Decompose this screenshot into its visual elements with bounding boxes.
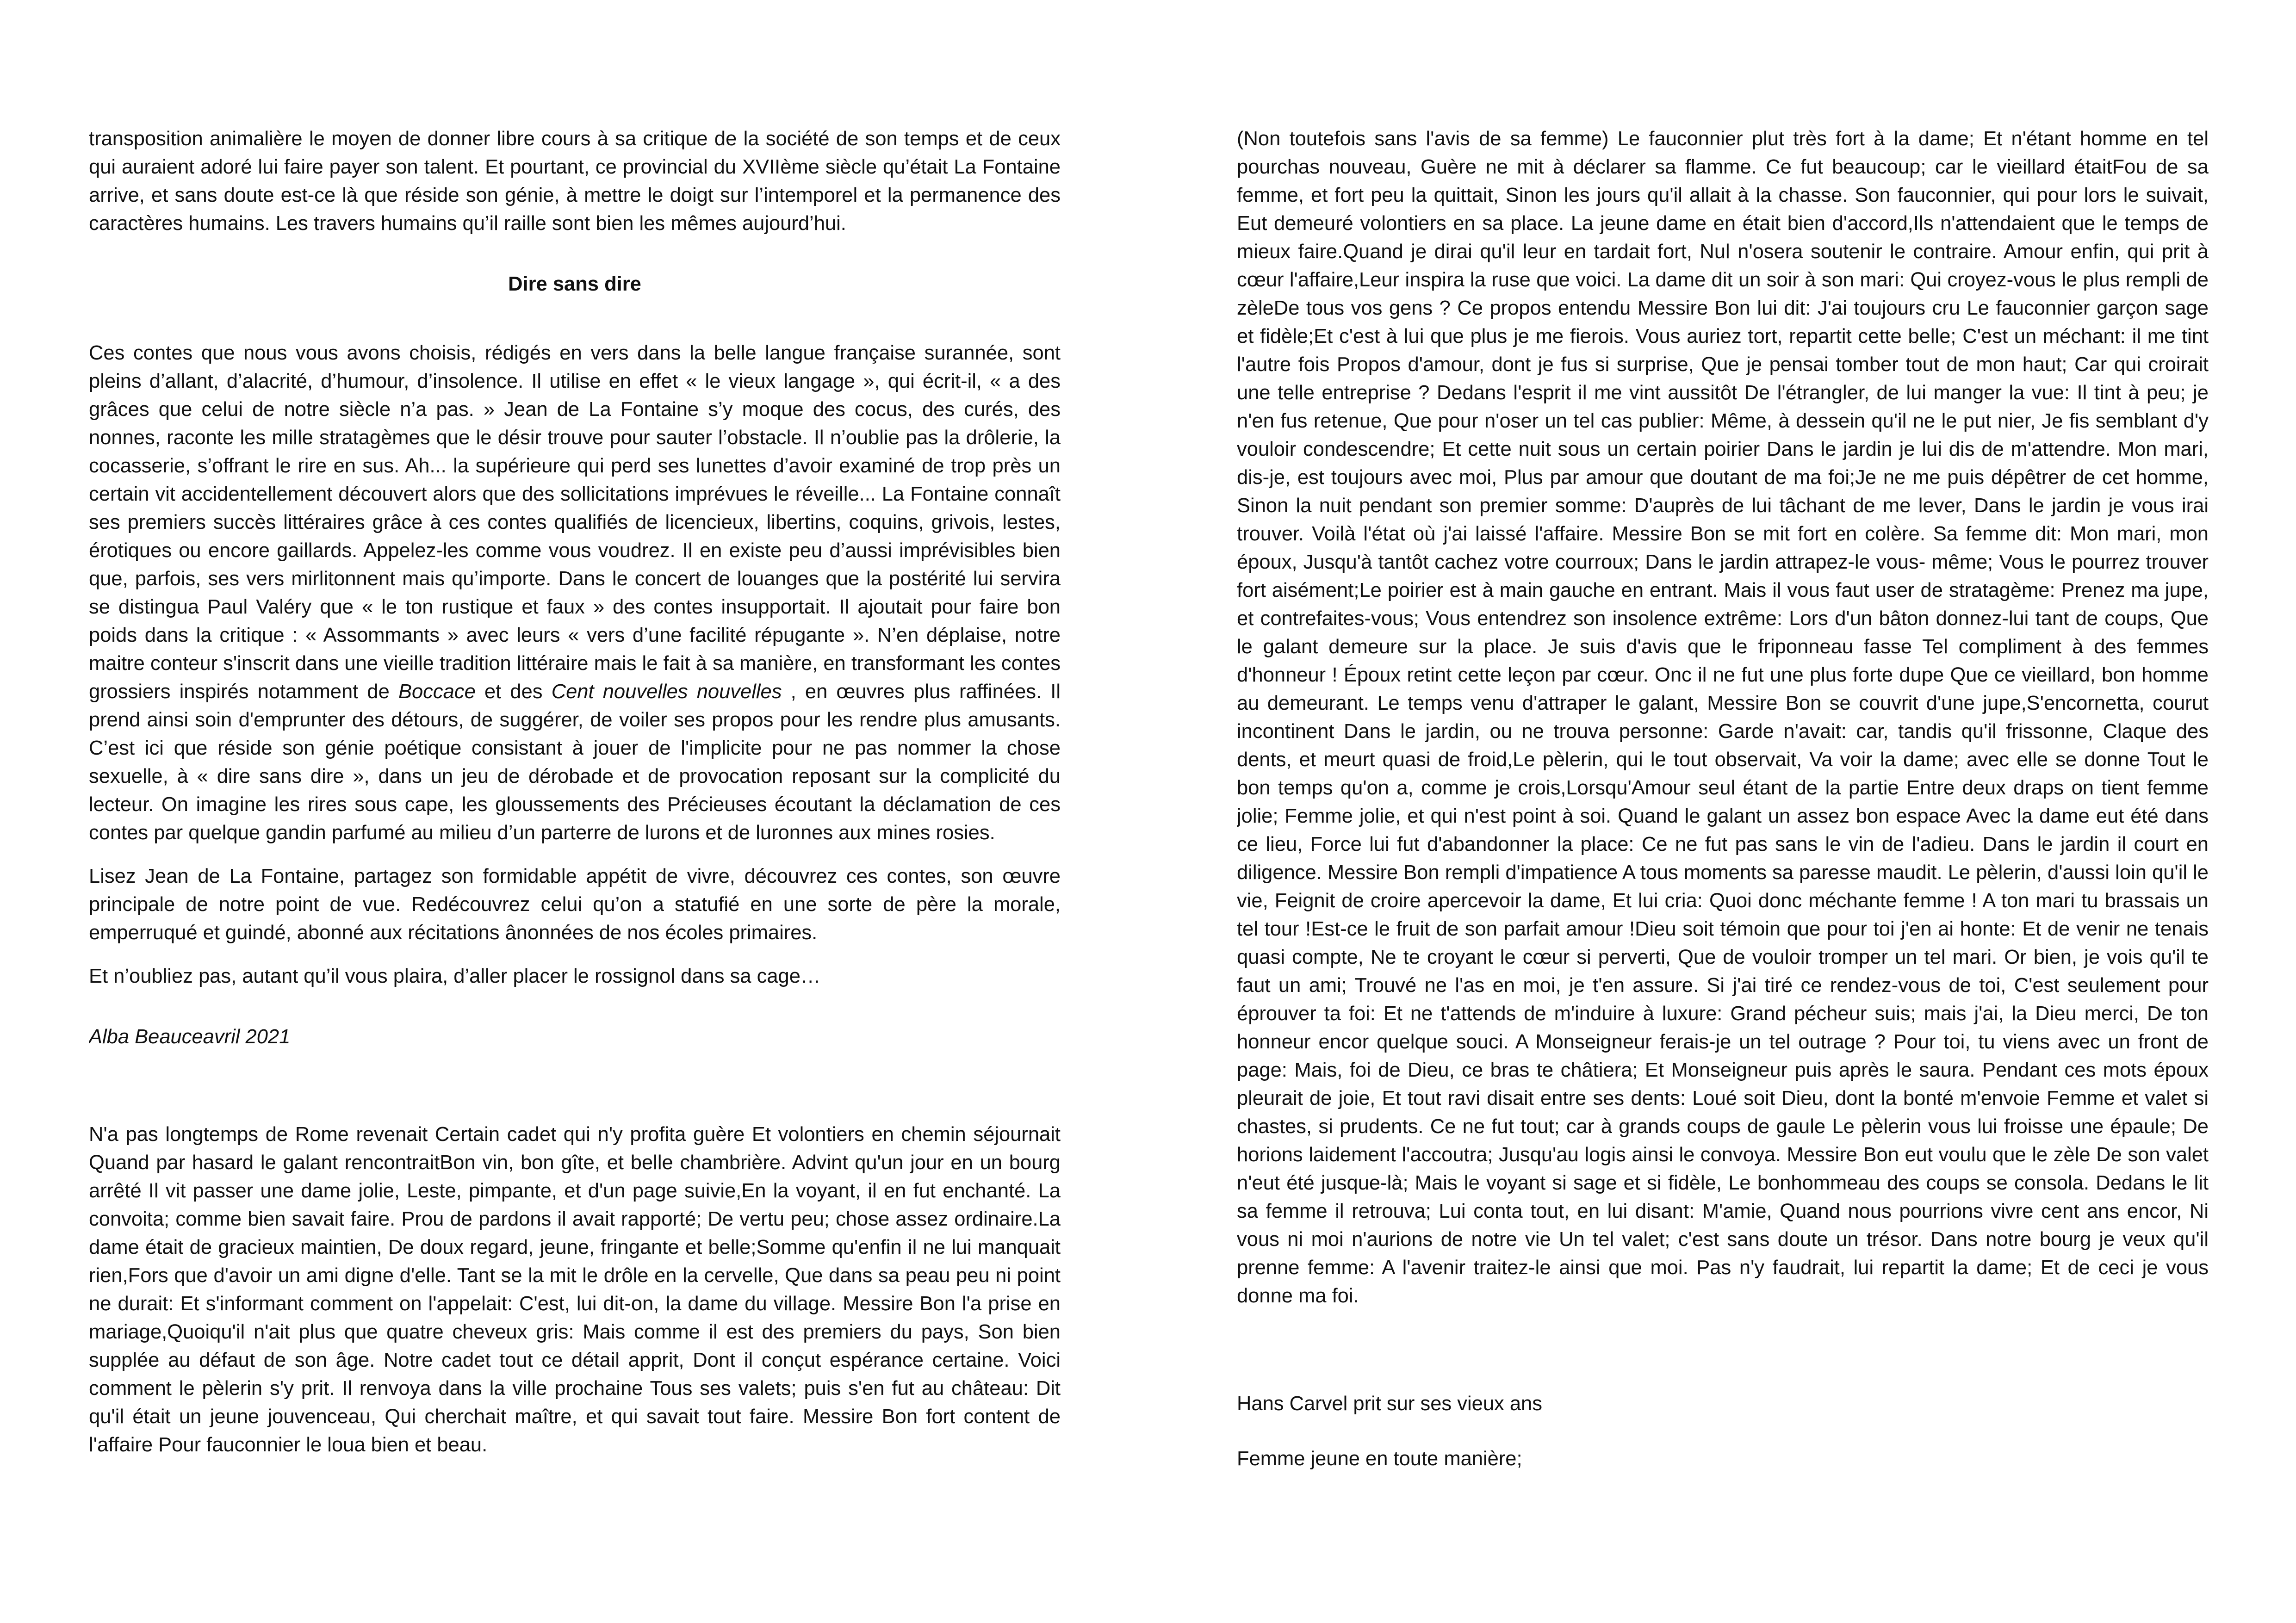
hans-carvel-line-1: Hans Carvel prit sur ses vieux ans	[1237, 1393, 1542, 1415]
hans-carvel-line-2: Femme jeune en toute manière;	[1237, 1448, 1522, 1470]
lisez-paragraph: Lisez Jean de La Fontaine, partagez son formidable appétit de vivre, découvrez ces contes, son œuvre principale de notre point de vue. Redécouvrez celui qu’on a statufié en une sorte de père la morale, emperruqué et guindé, abonné aux récitations ânonnées de nos écoles primaires.	[89, 865, 1061, 944]
main-text-part3: , en œuvres plus raffinées. Il prend ainsi soin d'emprunter des détours, de suggérer, de voiler ses propos pour les rendre plus amusants. C’est ici que réside son génie poétique consistant à jouer de l'implicite pour ne pas nommer la chose sexuelle, à « dire sans dire », dans un jeu de dérobade et de provocation reposant sur la complicité du lecteur. On imagine les rires sous cape, les gloussements des Précieuses écoutant la déclamation de ces contes par quelque gandin parfumé au milieu d’un parterre de lurons et de luronnes aux mines rosies.	[89, 681, 1061, 844]
main-text-part1: Ces contes que nous vous avons choisis, rédigés en vers dans la belle langue française surannée, sont pleins d’allant, d’alacrité, d’humour, d’insolence. Il utilise en effet « le vieux langage », qui écrit-il, « a des grâces que celui de notre siècle n’a pas. » Jean de La Fontaine s’y moque des cocus, des curés, des nonnes, raconte les mille stratagèmes que le désir trouve pour sauter l’obstacle. Il n’oublie pas la drôlerie, la cocasserie, s’offrant le rire en sus. Ah... la supérieure qui perd ses lunettes d’avoir examiné de trop près un certain vit accidentellement découvert alors que des sollicitations imprévues le réveille... La Fontaine connaît ses premiers succès littéraires grâce à ces contes qualifiés de licencieux, libertins, coquins, grivois, lestes, érotiques ou encore gaillards. Appelez-les comme vous voudrez. Il en existe peu d’aussi imprévisibles bien que, parfois, ses vers mirlitonnent mais qu’importe. Dans le concert de louanges que la postérité lui servira se distingua Paul Valéry que « le ton rustique et faux » des contes insupportait. Il ajoutait pour faire bon poids dans la critique : « Assommants » avec leurs « vers d’une facilité répugante ». N’en déplaise, notre maitre conteur s'inscrit dans une vieille tradition littéraire mais le fait à sa manière, en transformant les contes grossiers inspirés notamment de	[89, 342, 1061, 703]
boccace-title: Boccace	[398, 681, 476, 703]
author-signature: Alba Beauceavril 2021	[89, 1026, 291, 1048]
right-page	[1237, 125, 2209, 1587]
rossignol-paragraph: Et n’oubliez pas, autant qu’il vous plaira, d’aller placer le rossignol dans sa cage…	[89, 965, 821, 987]
left-page	[89, 125, 1061, 1587]
tale-text-start: N'a pas longtemps de Rome revenait Certain cadet qui n'y profita guère Et volontiers en chemin séjournait Quand par hasard le galant rencontraitBon vin, bon gîte, et belle chambrière. Advint qu'un jour en un bourg arrêté Il vit passer une dame jolie, Leste, pimpante, et d'un page suivie,En la voyant, il en fut enchanté. La convoita; comme bien savait faire. Prou de pardons il avait rapporté; De vertu peu; chose assez ordinaire.La dame était de gracieux maintien, De doux regard, jeune, fringante et belle;Somme qu'enfin il ne lui manquait rien,Fors que d'avoir un ami digne d'elle. Tant se la mit le drôle en la cervelle, Que dans sa peau peu ni point ne durait: Et s'informant comment on l'appelait: C'est, lui dit-on, la dame du village. Messire Bon l'a prise en mariage,Quoiqu'il n'ait plus que quatre cheveux gris: Mais comme il est des premiers du pays, Son bien supplée au défaut de son âge. Notre cadet tout ce détail apprit, Dont il conçut espérance certaine. Voici comment le pèlerin s'y prit. Il renvoya dans la ville prochaine Tous ses valets; puis s'en fut au château: Dit qu'il était un jeune jouvenceau, Qui cherchait maître, et qui savait tout faire. Messire Bon fort content de l'affaire Pour fauconnier le loua bien et beau.	[89, 1123, 1061, 1456]
tale-text-continued: (Non toutefois sans l'avis de sa femme) Le fauconnier plut très fort à la dame; Et n'étant homme en tel pourchas nouveau, Guère ne mit à déclarer sa flamme. Ce fut beaucoup; car le vieillard étaitFou de sa femme, et fort peu la quittait, Sinon les jours qu'il allait à la chasse. Son fauconnier, qui pour lors le suivait, Eut demeuré volontiers en sa place. La jeune dame en était bien d'accord,Ils n'attendaient que le temps de mieux faire.Quand je dirai qu'il leur en tardait fort, Nul n'osera soutenir le contraire. Amour enfin, qui prit à cœur l'affaire,Leur inspira la ruse que voici. La dame dit un soir à son mari: Qui croyez-vous le plus rempli de zèleDe tous vos gens ? Ce propos entendu Messire Bon lui dit: J'ai toujours cru Le fauconnier garçon sage et fidèle;Et c'est à lui que plus je me fierois. Vous auriez tort, repartit cette belle; C'est un méchant: il me tint l'autre fois Propos d'amour, dont je fus si surprise, Que je pensai tomber tout de mon haut; Car qui croirait une telle entreprise ? Dedans l'esprit il me vint aussitôt De l'étrangler, de lui manger la vue: Il tint à peu; je n'en fus retenue, Que pour n'oser un tel cas publier: Même, à dessein qu'il ne le put nier, Je fis semblant d'y vouloir condescendre; Et cette nuit sous un certain poirier Dans le jardin je lui dis de m'attendre. Mon mari, dis-je, est toujours avec moi, Plus par amour que doutant de ma foi;Je ne me puis dépêtrer de cet homme, Sinon la nuit pendant son premier somme: D'auprès de lui tâchant de me lever, Dans le jardin je vous irai trouver. Voilà l'état où j'ai laissé l'affaire. Messire Bon se mit fort en colère. Sa femme dit: Mon mari, mon époux, Jusqu'à tantôt cachez votre courroux; Dans le jardin attrapez-le vous- même; Vous le pourrez trouver fort aisément;Le poirier est à main gauche en entrant. Mais il vous faut user de stratagème: Prenez ma jupe, et contrefaites-vous; Vous entendrez son insolence extrême: Lors d'un bâton donnez-lui tant de coups, Que le galant demeure sur la place. Je suis d'avis que le friponneau fasse Tel compliment à des femmes d'honneur ! Époux retint cette leçon par cœur. Onc il ne fut une plus forte dupe Que ce vieillard, bon homme au demeurant. Le temps venu d'attraper le galant, Messire Bon se couvrit d'une jupe,S'encornetta, courut incontinent Dans le jardin, ou ne trouva personne: Garde n'avait: car, tandis qu'il frissonne, Claque des dents, et meurt quasi de froid,Le pèlerin, qui le tout observait, Va voir la dame; avec elle se donne Tout le bon temps qu'on a, comme je crois,Lorsqu'Amour seul étant de la partie Entre deux draps on tient femme jolie; Femme jolie, et qui n'est point à soi. Quand le galant un assez bon espace Avec la dame eut été dans ce lieu, Force lui fut d'abandonner la place: Ce ne fut pas sans le vin de l'adieu. Dans le jardin il court en diligence. Messire Bon rempli d'impatience A tous moments sa paresse maudit. Le pèlerin, d'aussi loin qu'il le vie, Feignit de croire apercevoir la dame, Et lui cria: Quoi donc méchante femme ! A ton mari tu brassais un tel tour !Est-ce le fruit de son parfait amour !Dieu soit témoin que pour toi j'en ai honte: Et de venir ne tenais quasi compte, Ne te croyant le cœur si perverti, Que de vouloir tromper un tel mari. Or bien, je vois qu'il te faut un ami; Trouvé ne l'as en moi, je t'en assure. Si j'ai tiré ce rendez-vous de toi, C'est seulement pour éprouver ta foi: Et ne t'attends de m'induire à luxure: Grand pécheur suis; mais j'ai, la Dieu merci, De ton honneur encor quelque souci. A Monseigneur ferais-je un tel outrage ? Pour toi, tu viens avec un front de page: Mais, foi de Dieu, ce bras te châtiera; Et Monseigneur puis après le saura. Pendant ces mots époux pleurait de joie, Et tout ravi disait entre ses dents: Loué soit Dieu, dont la bonté m'envoie Femme et valet si chastes, si prudents. Ce ne fut tout; car à grands coups de gaule Le pèlerin vous lui froisse une épaule; De horions laidement l'accoutra; Jusqu'au logis ainsi le convoya. Messire Bon eut voulu que le zèle De son valet n'eut été jusque-là; Mais le voyant si sage et si fidèle, Le bonhommeau des coups se consola. Dedans le lit sa femme il retrouva; Lui conta tout, en lui disant: M'amie, Quand nous pourrions vivre cent ans encor, Ni vous ni moi n'aurions de notre vie Un tel valet; c'est sans doute un trésor. Dans notre bourg je veux qu'il prenne femme: A l'avenir traitez-le ainsi que moi. Pas n'y faudrait, lui repartit la dame; Et de ceci je vous donne ma foi.	[1237, 128, 2209, 1307]
intro-paragraph: transposition animalière le moyen de donner libre cours à sa critique de la société de son temps et de ceux qui auraient adoré lui faire payer son talent. Et pourtant, ce provincial du XVIIème siècle qu’était La Fontaine arrive, et sans doute est-ce là que réside son génie, à mettre le doigt sur l’intemporel et la permanence des caractères humains. Les travers humains qu’il raille sont bien les mêmes aujourd’hui.	[89, 128, 1061, 235]
section-heading: Dire sans dire	[508, 273, 641, 295]
main-paragraph	[89, 339, 1061, 847]
cent-nouvelles-title: Cent nouvelles nouvelles	[551, 681, 782, 703]
main-text-part2: et des	[475, 681, 552, 703]
